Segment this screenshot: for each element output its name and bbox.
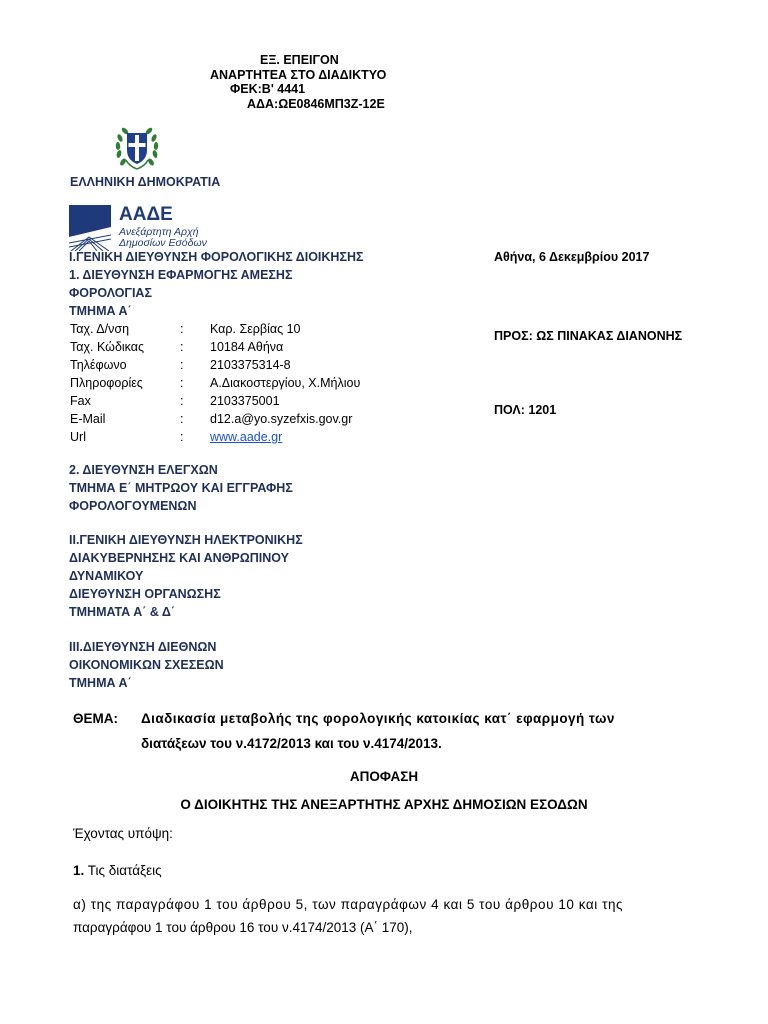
subject-label: ΘΕΜΑ: [73, 711, 118, 726]
contact-info [70, 320, 400, 446]
directorate-organization: ΔΙΕΥΘΥΝΣΗ ΟΡΓΑΝΩΣΗΣ [69, 587, 221, 601]
contact-label: Url [70, 430, 86, 444]
urgent-label: ΕΞ. ΕΠΕΙΓΟΝ [260, 53, 339, 67]
contact-separator: : [180, 376, 184, 390]
website-link[interactable]: www.aade.gr [210, 430, 283, 444]
decision-title: ΑΠΟΦΑΣΗ [349, 769, 419, 784]
general-directorate-egov-line3: ΔΥΝΑΜΙΚΟΥ [69, 569, 144, 583]
contact-value: 2103375001 [210, 394, 280, 408]
section-a-label: ΤΜΗΜΑ Α΄ [69, 304, 132, 318]
contact-label: E-Mail [70, 412, 106, 426]
contact-value: 2103375314-8 [210, 358, 291, 372]
contact-row-email [70, 410, 400, 428]
contact-separator: : [180, 322, 184, 336]
item-a-line2: παραγράφου 1 του άρθρου 16 του ν.4174/2013 (Α΄ 170), [73, 920, 413, 935]
document-date: Αθήνα, 6 Δεκεμβρίου 2017 [494, 250, 650, 264]
contact-separator: : [180, 358, 184, 372]
contact-value: Καρ. Σερβίας 10 [210, 322, 301, 336]
directorate-intl-relations-line1: ΙΙΙ.ΔΙΕΥΘΥΝΣΗ ΔΙΕΘΝΩΝ [69, 640, 217, 654]
item-1-number: 1. [73, 863, 85, 878]
general-directorate-egov-line2: ΔΙΑΚΥΒΕΡΝΗΣΗΣ ΚΑΙ ΑΝΘΡΩΠΙΝΟΥ [69, 551, 290, 565]
directorate-direct-taxation-line2: ΦΟΡΟΛΟΓΙΑΣ [69, 286, 152, 300]
sections-a-d-label: ΤΜΗΜΑΤΑ Α΄ & Δ΄ [69, 605, 176, 619]
aade-logo-subtitle-1: Ανεξάρτητη Αρχή [119, 226, 199, 238]
greek-coat-of-arms-icon [114, 124, 160, 172]
directorate-audits-line1: 2. ΔΙΕΥΘΥΝΣΗ ΕΛΕΓΧΩΝ [69, 463, 218, 477]
ada-label: ΑΔΑ:ΩΕ0846ΜΠ3Ζ-12Ε [247, 97, 385, 111]
contact-value: d12.a@yo.syzefxis.gov.gr [210, 412, 353, 426]
contact-separator: : [180, 394, 184, 408]
subject-text-line1: Διαδικασία μεταβολής της φορολογικής κατοικίας κατ΄ εφαρμογή των [141, 711, 615, 726]
contact-value: 10184 Αθήνα [210, 340, 284, 354]
contact-row-fax [70, 392, 400, 410]
contact-label: Ταχ. Κώδικας [70, 340, 145, 354]
item-1-text: Τις διατάξεις [84, 863, 162, 878]
contact-row-url [70, 428, 400, 446]
decision-subtitle: Ο ΔΙΟΙΚΗΤΗΣ ΤΗΣ ΑΝΕΞΑΡΤΗΤΗΣ ΑΡΧΗΣ ΔΗΜΟΣΙΩΝ ΕΣΟΔΩΝ [180, 797, 588, 812]
directorate-audits-line3: ΦΟΡΟΛΟΓΟΥΜΕΝΩΝ [69, 499, 197, 513]
contact-row-phone [70, 356, 400, 374]
pol-number: ΠΟΛ: 1201 [494, 403, 557, 417]
contact-row-postcode [70, 338, 400, 356]
aade-logo-title: ΑΑΔΕ [119, 204, 173, 225]
contact-separator: : [180, 340, 184, 354]
directorate-direct-taxation-line1: 1. ΔΙΕΥΘΥΝΣΗ ΕΦΑΡΜΟΓΗΣ ΑΜΕΣΗΣ [69, 268, 293, 282]
considering-label: Έχοντας υπόψη: [73, 826, 173, 841]
contact-label: Τηλέφωνο [70, 358, 127, 372]
item-a-line1: α) της παραγράφου 1 του άρθρου 5, των παραγράφων 4 και 5 του άρθρου 10 και της [73, 897, 624, 912]
hellenic-republic-label: ΕΛΛΗΝΙΚΗ ΔΗΜΟΚΡΑΤΙΑ [70, 175, 221, 189]
directorate-audits-line2: ΤΜΗΜΑ Ε΄ ΜΗΤΡΩΟΥ ΚΑΙ ΕΓΓΡΑΦΗΣ [69, 481, 293, 495]
contact-label: Fax [70, 394, 91, 408]
contact-value: Α.Διακοστεργίου, Χ.Μήλιου [210, 376, 361, 390]
directorate-intl-relations-line3: ΤΜΗΜΑ Α΄ [69, 676, 132, 690]
directorate-intl-relations-line2: ΟΙΚΟΝΟΜΙΚΩΝ ΣΧΕΣΕΩΝ [69, 658, 224, 672]
subject-text-line2: διατάξεων του ν.4172/2013 και του ν.4174/2013. [141, 736, 442, 751]
contact-row-address [70, 320, 400, 338]
contact-separator: : [180, 412, 184, 426]
contact-separator: : [180, 430, 184, 444]
recipients-label: ΠΡΟΣ: ΩΣ ΠΙΝΑΚΑΣ ΔΙΑΝΟΝΗΣ [494, 329, 683, 343]
aade-logo-icon [69, 205, 111, 251]
internet-posting-label: ΑΝΑΡΤΗΤΕΑ ΣΤΟ ΔΙΑΔΙΚΤΥΟ [210, 68, 387, 82]
contact-label: Πληροφορίες [70, 376, 143, 390]
general-directorate-egov-line1: ΙΙ.ΓΕΝΙΚΗ ΔΙΕΥΘΥΝΣΗ ΗΛΕΚΤΡΟΝΙΚΗΣ [69, 533, 303, 547]
contact-row-info [70, 374, 400, 392]
item-1 [73, 860, 162, 882]
aade-logo-subtitle-2: Δημοσίων Εσόδων [119, 237, 207, 249]
general-directorate-tax-admin: Ι.ΓΕΝΙΚΗ ΔΙΕΥΘΥΝΣΗ ΦΟΡΟΛΟΓΙΚΗΣ ΔΙΟΙΚΗΣΗΣ [69, 250, 364, 264]
fek-label: ΦΕΚ:Β' 4441 [230, 82, 306, 96]
contact-label: Ταχ. Δ/νση [70, 322, 130, 336]
